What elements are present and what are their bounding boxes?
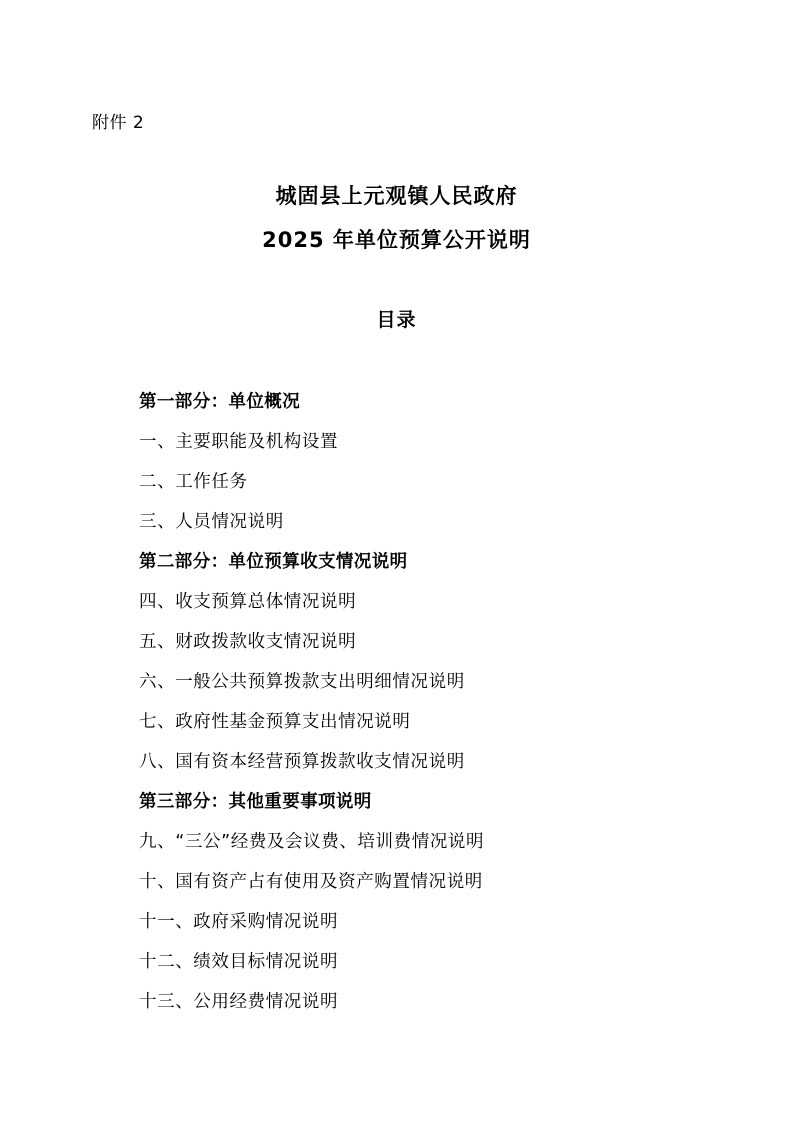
toc-entry[interactable]: 六、一般公共预算拨款支出明细情况说明 xyxy=(139,672,465,692)
toc-entry[interactable]: 七、政府性基金预算支出情况说明 xyxy=(139,712,411,732)
toc-entry[interactable]: 四、收支预算总体情况说明 xyxy=(139,592,357,612)
toc-entry[interactable]: 十一、政府采购情况说明 xyxy=(139,912,339,932)
toc-entry[interactable]: 一、主要职能及机构设置 xyxy=(139,432,339,452)
toc-part-heading[interactable]: 第一部分：单位概况 xyxy=(139,392,301,412)
toc-entry[interactable]: 八、国有资本经营预算拨款收支情况说明 xyxy=(139,752,465,772)
toc-entry[interactable]: 五、财政拨款收支情况说明 xyxy=(139,632,357,652)
table-of-contents xyxy=(139,382,699,1022)
toc-entry[interactable]: 二、工作任务 xyxy=(139,472,248,492)
toc-entry[interactable]: 十二、绩效目标情况说明 xyxy=(139,952,339,972)
document-title-line-2: 2025 年单位预算公开说明 xyxy=(262,228,531,252)
toc-entry[interactable]: 十、国有资产占有使用及资产购置情况说明 xyxy=(139,872,483,892)
toc-entry[interactable]: 十三、公用经费情况说明 xyxy=(139,992,339,1012)
toc-part-heading[interactable]: 第三部分：其他重要事项说明 xyxy=(139,792,372,812)
document-title-line-1: 城固县上元观镇人民政府 xyxy=(275,184,518,208)
table-of-contents-heading: 目录 xyxy=(376,309,417,331)
toc-part-heading[interactable]: 第二部分：单位预算收支情况说明 xyxy=(139,552,408,572)
attachment-label: 附件 2 xyxy=(92,113,145,133)
toc-entry[interactable]: 三、人员情况说明 xyxy=(139,512,284,532)
toc-entry[interactable]: 九、“三公”经费及会议费、培训费情况说明 xyxy=(139,832,485,852)
